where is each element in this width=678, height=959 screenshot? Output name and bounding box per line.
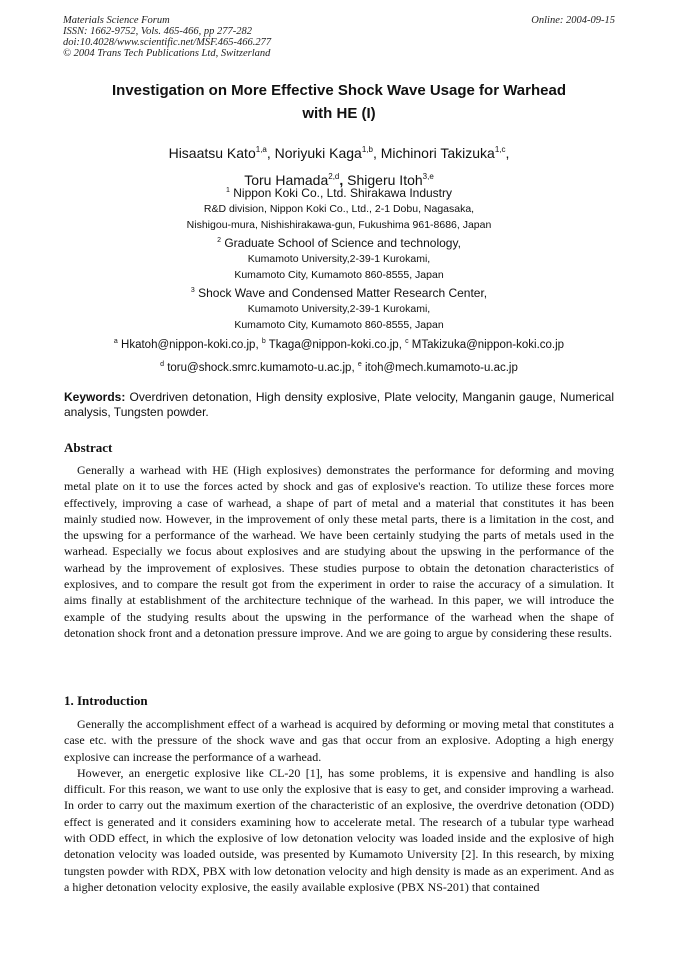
- affiliation-1-name: [40, 183, 638, 201]
- author-name: Shigeru Itoh: [347, 172, 423, 188]
- author-affiliation-mark: 1,c: [494, 145, 506, 154]
- issn-line: ISSN: 1662-9752, Vols. 465-466, pp 277-282: [63, 26, 252, 37]
- author-name: Noriyuki Kaga: [274, 145, 362, 161]
- keywords-label: Keywords:: [64, 390, 126, 404]
- affiliation-name: Shock Wave and Condensed Matter Research Center,: [198, 286, 488, 300]
- introduction-heading: 1. Introduction: [64, 693, 148, 708]
- email-b: Tkaga@nippon-koki.co.jp: [268, 339, 399, 351]
- affiliations: [40, 183, 638, 333]
- introduction-paragraph-1: Generally the accomplishment effect of a warhead is acquired by deforming or moving metal that constitutes a case etc. with the pressure of the shock wave and gas that occur from an explosive. Adopting a high energy explosive can increase the performance of a warhead.: [64, 717, 614, 764]
- online-date: Online: 2004-09-15: [531, 15, 615, 26]
- keywords: [64, 390, 614, 420]
- affiliation-number: 3: [190, 287, 195, 294]
- affiliation-address-line: Kumamoto City, Kumamoto 860-8555, Japan: [234, 269, 444, 281]
- email-c: MTakizuka@nippon-koki.co.jp: [411, 339, 565, 351]
- affiliation-address-line: Kumamoto University,2-39-1 Kurokami,: [247, 303, 431, 315]
- author-affiliation-mark: 2,d: [328, 172, 340, 181]
- introduction-body: [64, 716, 614, 895]
- doi-line: doi:10.4028/www.scientific.net/MSF.465-466.277: [63, 37, 272, 48]
- paper-title: [40, 79, 638, 125]
- affiliation-address-line: R&D division, Nippon Koki Co., Ltd., 2-1 Dobu, Nagasaka,: [203, 203, 475, 215]
- affiliation-number: 1: [225, 187, 230, 194]
- abstract-heading: Abstract: [64, 440, 113, 455]
- author-name: Michinori Takizuka: [380, 145, 495, 161]
- copyright-line: © 2004 Trans Tech Publications Ltd, Switzerland: [63, 48, 271, 59]
- affiliation-name: Graduate School of Science and technology,: [224, 236, 461, 250]
- author-name: Hisaatsu Kato: [168, 145, 256, 161]
- email-a: Hkatoh@nippon-koki.co.jp: [121, 339, 256, 351]
- journal-name: Materials Science Forum: [63, 15, 170, 26]
- affiliation-address-line: Kumamoto University,2-39-1 Kurokami,: [247, 253, 431, 265]
- author-line-1: Hisaatsu Kato$^{1,a}$, Noriyuki Kaga$^{1,b}$, Michinori Takizuka$^{1,c}$,: [168, 145, 510, 161]
- affiliation-3-name: [40, 283, 638, 301]
- journal-header: [63, 15, 615, 59]
- email-line-1: $^a$ Hkatoh@nippon-koki.co.jp, $^b$ Tkaga@nippon-koki.co.jp, $^c$ MTakizuka@nippon-koki.co.jp: [113, 338, 565, 351]
- email-list: [40, 332, 638, 378]
- affiliation-2-name: [40, 233, 638, 251]
- email-e: itoh@mech.kumamoto-u.ac.jp: [364, 362, 518, 374]
- title-line-2: with HE (I): [302, 105, 376, 122]
- author-affiliation-mark: 1,b: [361, 145, 373, 154]
- email-line-2: $^d$ toru@shock.smrc.kumamoto-u.ac.jp, $^e$ itoh@mech.kumamoto-u.ac.jp: [160, 361, 518, 374]
- affiliation-address-line: Nishigou-mura, Nishishirakawa-gun, Fukushima 961-8686, Japan: [186, 219, 492, 231]
- introduction-paragraph-2: However, an energetic explosive like CL-20 [1], has some problems, it is expensive and handling is also difficult. For this reason, we want to use only the explosive that is easy to get, and consider improving a warhead. In order to carry out the maximum exertion of the characteristic of an explosive, the overdrive detonation (ODD) effect is generated and it considers examining how to accelerate metal. The research of a tubular type warhead with ODD effect, in which the explosive of low detonation velocity was loaded inside and the explosive of high detonation velocity was loaded outside, was presented by Kumamoto University [2]. In this research, by mixing tungsten powder with RDX, PBX with low detonation velocity and high density is made as an experiment. And as a higher detonation velocity explosive, the easily available explosive (PBX NS-201) that contained: [64, 765, 614, 894]
- title-line-1: Investigation on More Effective Shock Wave Usage for Warhead: [112, 82, 566, 99]
- author-line-2: Toru Hamada$^{2,d}$, Shigeru Itoh$^{3,e}$: [244, 172, 434, 188]
- keywords-text: Overdriven detonation, High density explosive, Plate velocity, Manganin gauge, Numerical analysis, Tungsten powder.: [64, 390, 614, 419]
- email-d: toru@shock.smrc.kumamoto-u.ac.jp: [167, 362, 352, 374]
- abstract-paragraph: Generally a warhead with HE (High explosives) demonstrates the performance for deforming and moving metal plate on it to use the forces acted by shock and gas of explosive's reaction. To utilize these forces more effectively, improving a case of warhead, a shape of part of metal and a material that constitutes it has been mainly studied now. However, in the improvement of only these metal parts, there is a limitation in the cost, and the upswing for a performance of the warhead. We have been certainly studying the parts of metals used in the warhead. Especially we focus about explosives and are studying about the upswing in the performance of the warhead by the improvement of explosives. These studies purpose to obtain the detonation characteristics of explosives, and to compare the result got from the experiment in order to raise the accuracy of a simulation. It aims finally at establishment of the architecture technique of the warhead. In this paper, we will introduce the example of the studying results about the upswing in the performance of the warhead when the shape of detonation shock front and a detonation pressure improve. And we are going to argue by considering these results.: [64, 463, 614, 640]
- abstract-body: [64, 462, 614, 641]
- affiliation-address-line: Kumamoto City, Kumamoto 860-8555, Japan: [234, 319, 444, 331]
- author-affiliation-mark: 1,a: [255, 145, 267, 154]
- author-name: Toru Hamada: [244, 172, 329, 188]
- affiliation-name: Nippon Koki Co., Ltd. Shirakawa Industry: [233, 186, 453, 200]
- affiliation-number: 2: [217, 237, 221, 244]
- author-affiliation-mark: 3,e: [422, 172, 434, 181]
